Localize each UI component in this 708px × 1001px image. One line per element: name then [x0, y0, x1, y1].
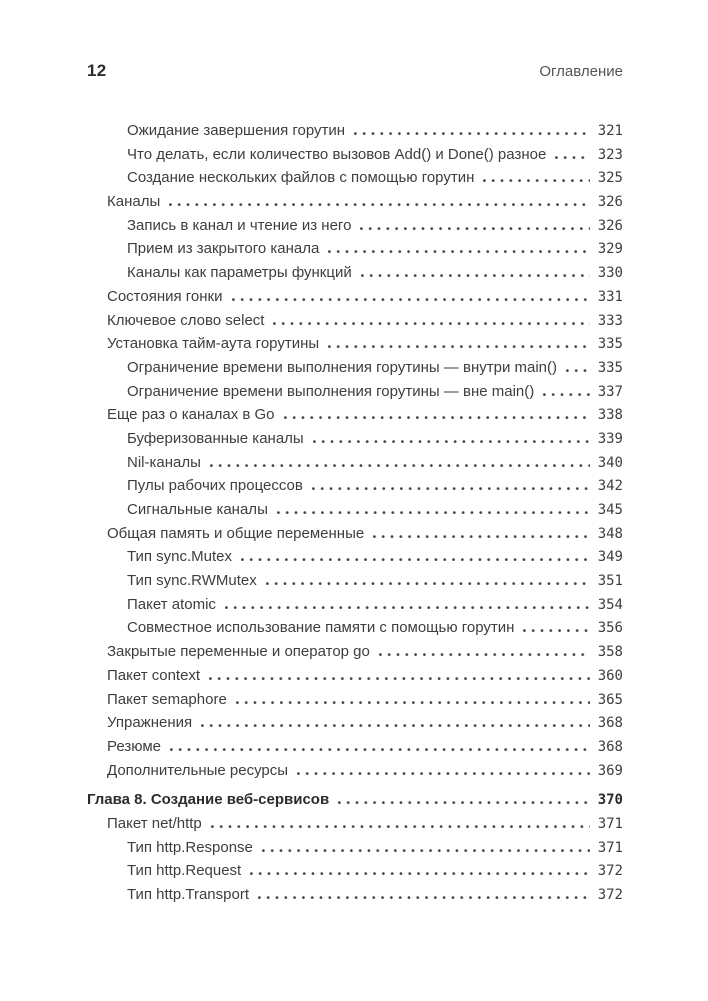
toc-entry-label: Ограничение времени выполнения горутины — вне main() [127, 382, 535, 400]
toc-entry [87, 616, 623, 640]
toc-entry [87, 836, 623, 860]
toc-entry [87, 403, 623, 427]
toc-entry-label: Прием из закрытого канала [127, 240, 320, 258]
toc-entry-label: Создание нескольких файлов с помощью горутин [127, 169, 475, 187]
dot-leader [555, 156, 589, 159]
toc-entry-page: 323 [597, 146, 623, 163]
toc-entry-page: 358 [597, 644, 623, 661]
toc-entry [87, 380, 623, 404]
toc-entry-label: Закрытые переменные и оператор go [107, 643, 370, 661]
toc-entry [87, 309, 623, 333]
toc-entry-page: 326 [597, 217, 623, 234]
toc-entry-label: Ожидание завершения горутин [127, 122, 346, 139]
toc-entry-label: Пакет atomic [127, 595, 216, 613]
toc-entry-label: Nil-каналы [127, 453, 201, 471]
dot-leader [250, 872, 589, 875]
toc-entry-page: 335 [597, 336, 623, 353]
dot-leader [284, 416, 590, 419]
toc-entry-label: Тип sync.Mutex [127, 548, 233, 566]
toc-entry-label: Запись в канал и чтение из него [127, 216, 352, 234]
toc-entry-label: Пакет semaphore [107, 690, 227, 708]
toc-entry-label: Тип http.Response [127, 838, 253, 856]
toc-entry-page: 345 [597, 502, 623, 518]
toc-entry-page: 372 [597, 887, 623, 903]
dot-leader [354, 132, 590, 135]
toc-entry-page: 342 [597, 478, 623, 495]
toc-entry-label: Резюме [107, 737, 161, 755]
toc-entry-label: Еще раз о каналах в Go [107, 406, 275, 424]
toc-entry-page: 365 [597, 691, 623, 708]
toc-list [87, 119, 623, 907]
toc-entry [87, 190, 623, 214]
toc-entry-label: Пулы рабочих процессов [127, 477, 303, 495]
toc-entry-label: Каналы как параметры функций [127, 264, 352, 282]
toc-entry [87, 593, 623, 617]
toc-entry-page: 340 [597, 454, 623, 471]
dot-leader [328, 345, 590, 348]
dot-leader [312, 487, 590, 490]
toc-entry [87, 166, 623, 190]
toc-entry-label: Упражнения [107, 714, 193, 732]
toc-entry [87, 356, 623, 380]
toc-entry [87, 812, 623, 836]
toc-entry [87, 498, 623, 522]
toc-entry-page: 351 [597, 573, 623, 590]
toc-entry-page: 371 [597, 815, 623, 832]
toc-entry [87, 688, 623, 712]
toc-entry [87, 545, 623, 569]
book-page [87, 61, 623, 907]
toc-entry-label: Пакет context [107, 666, 201, 684]
toc-entry-page: 372 [597, 863, 623, 880]
dot-leader [543, 393, 589, 396]
toc-entry-page: 330 [597, 265, 623, 282]
dot-leader [297, 772, 590, 775]
dot-leader [379, 653, 590, 656]
dot-leader [169, 203, 589, 206]
toc-entry-label: Установка тайм-аута горутины [107, 335, 320, 353]
toc-entry-page: 335 [597, 359, 623, 376]
toc-entry [87, 427, 623, 451]
page-number: 12 [87, 61, 107, 80]
running-head-title: Оглавление [539, 63, 623, 80]
toc-entry-label: Каналы [107, 193, 161, 211]
toc-entry [87, 640, 623, 664]
running-header [87, 61, 623, 81]
dot-leader [236, 701, 590, 704]
toc-entry-page: 354 [597, 596, 623, 613]
toc-entry [87, 788, 623, 812]
dot-leader [523, 629, 589, 632]
toc-entry [87, 569, 623, 593]
toc-entry [87, 759, 623, 783]
toc-entry [87, 143, 623, 167]
toc-entry [87, 859, 623, 883]
toc-entry-label: Тип http.Request [127, 862, 242, 880]
toc-entry [87, 119, 623, 143]
dot-leader [273, 322, 589, 325]
dot-leader [483, 179, 589, 182]
toc-entry-page: 349 [597, 549, 623, 566]
toc-entry-page: 326 [597, 194, 623, 211]
dot-leader [211, 825, 590, 828]
dot-leader [373, 535, 590, 538]
toc-entry-page: 337 [597, 383, 623, 400]
toc-entry [87, 237, 623, 261]
toc-entry-label: Тип http.Transport [127, 886, 249, 903]
dot-leader [360, 227, 589, 230]
toc-entry [87, 451, 623, 475]
dot-leader [328, 250, 589, 253]
toc-entry-label: Дополнительные ресурсы [107, 761, 289, 779]
toc-entry-page: 369 [597, 762, 623, 779]
toc-entry-page: 370 [597, 792, 623, 809]
toc-entry-page: 368 [597, 738, 623, 755]
toc-entry-label: Глава 8. Создание веб-сервисов [87, 791, 330, 809]
toc-entry [87, 332, 623, 356]
toc-entry-label: Ключевое слово select [107, 311, 265, 329]
dot-leader [266, 582, 590, 585]
toc-entry-label: Тип sync.RWMutex [127, 572, 257, 590]
toc-entry [87, 214, 623, 238]
toc-entry-label: Состояния гонки [107, 287, 223, 305]
toc-entry [87, 474, 623, 498]
toc-entry-page: 338 [597, 407, 623, 424]
toc-entry-page: 325 [597, 170, 623, 187]
dot-leader [210, 464, 590, 467]
toc-entry [87, 261, 623, 285]
dot-leader [361, 274, 590, 277]
dot-leader [262, 849, 590, 852]
toc-entry-label: Совместное использование памяти с помощью горутин [127, 619, 515, 637]
toc-entry [87, 883, 623, 907]
toc-entry-label: Что делать, если количество вызовов Add() и Done() разное [127, 145, 547, 163]
dot-leader [201, 724, 590, 727]
dot-leader [566, 369, 590, 372]
toc-entry [87, 285, 623, 309]
toc-entry [87, 711, 623, 735]
dot-leader [225, 606, 590, 609]
toc-entry-page: 321 [597, 123, 623, 139]
dot-leader [258, 896, 590, 899]
toc-entry-page: 331 [597, 288, 623, 305]
dot-leader [277, 511, 590, 514]
toc-entry-label: Сигнальные каналы [127, 501, 268, 518]
toc-entry-page: 333 [597, 312, 623, 329]
dot-leader [241, 558, 590, 561]
toc-entry-page: 348 [597, 525, 623, 542]
toc-entry-label: Ограничение времени выполнения горутины — внутри main() [127, 358, 557, 376]
toc-entry-page: 368 [597, 715, 623, 732]
dot-leader [209, 677, 590, 680]
toc-entry-page: 339 [597, 430, 623, 447]
dot-leader [338, 801, 590, 804]
toc-entry-page: 329 [597, 241, 623, 258]
toc-entry-page: 371 [597, 839, 623, 856]
toc-entry [87, 664, 623, 688]
dot-leader [170, 748, 590, 751]
toc-entry [87, 522, 623, 546]
toc-entry-label: Пакет net/http [107, 814, 202, 832]
toc-entry-label: Общая память и общие переменные [107, 524, 365, 542]
toc-entry-label: Буферизованные каналы [127, 429, 304, 447]
toc-entry-page: 356 [597, 620, 623, 637]
toc-entry [87, 735, 623, 759]
toc-entry-page: 360 [597, 667, 623, 684]
dot-leader [313, 440, 590, 443]
dot-leader [232, 298, 590, 301]
